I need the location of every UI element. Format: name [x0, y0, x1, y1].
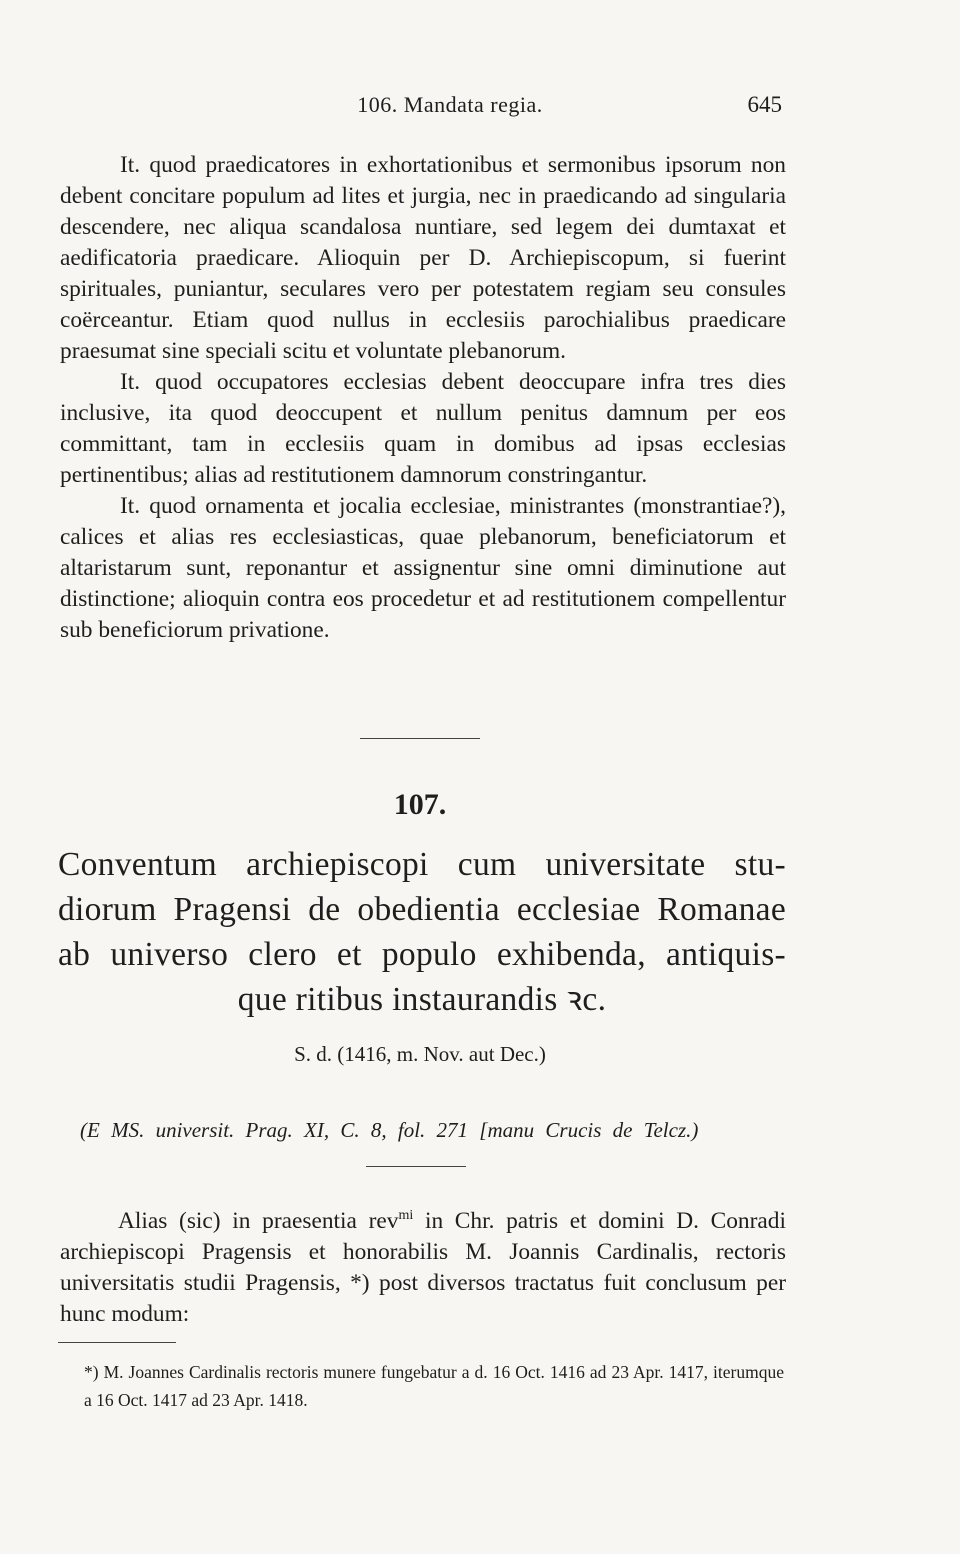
- source-reference: (E MS. universit. Prag. XI, C. 8, fol. 271 [manu Crucis de Telcz.): [80, 1118, 699, 1142]
- body-text-section-107: [60, 1206, 786, 1330]
- document-date: S. d. (1416, m. Nov. aut Dec.): [294, 1042, 546, 1066]
- paragraph: It. quod ornamenta et jocalia ecclesiae, ministrantes (monstrantiae?), calices et alias res ecclesiasticas, quae plebanorum, beneficiatorum et altaristarum sunt, reponantur et assignentur sine omni diminutione aut distinctione; alioquin contra eos procedetur et ad restitutionem compellentur sub beneficiorum privatione.: [60, 493, 786, 643]
- running-head: [0, 92, 960, 126]
- superscript: mi: [398, 1207, 414, 1224]
- section-divider: [360, 738, 480, 739]
- document-number: 107.: [393, 788, 447, 821]
- running-head-title: 106. Mandata regia.: [357, 92, 543, 117]
- body-text-section-106: [60, 150, 786, 646]
- title-line: diorum Pragensi de obedientia ecclesiae Romanae: [58, 891, 786, 928]
- paragraph: It. quod occupatores ecclesias debent deoccupare infra tres dies inclusive, ita quod deoccupent et nullum penitus damnum per eos committant, tam in ecclesiis quam in domibus ad ipsas ecclesias pertinentibus; alias ad restitutionem damnorum constringantur.: [60, 369, 786, 488]
- source-divider: [366, 1166, 466, 1167]
- footnote-text: *) M. Joannes Cardinalis rectoris munere fungebatur a d. 16 Oct. 1416 ad 23 Apr. 1417, iterumque a 16 Oct. 1417 ad 23 Apr. 1418.: [84, 1362, 784, 1410]
- document-title: [58, 842, 786, 1022]
- footnote: [84, 1358, 784, 1414]
- title-line: que ritibus instaurandis ꝛc.: [237, 981, 607, 1018]
- title-line: Conventum archiepiscopi cum universitate stu-: [58, 846, 786, 883]
- paragraph: It. quod praedicatores in exhortationibus et sermonibus ipsorum non debent concitare populum ad lites et jurgia, nec in praedicando ad singularia descendere, nec aliqua scandalosa nuntiare, sed legem dei dumtaxat et aedificatoria praedicare. Alioquin per D. Archiepiscopum, si fuerint spirituales, puniantur, seculares vero per potestatem regiam seu consules coërceantur. Etiam quod nullus in ecclesiis parochialibus praedicare praesumat sine speciali scitu et voluntate plebanorum.: [60, 152, 786, 364]
- title-line: ab universo clero et populo exhibenda, antiquis-: [58, 936, 786, 973]
- paragraph: [60, 1206, 786, 1330]
- page-number: 645: [747, 92, 782, 117]
- text-fragment: in Chr. patris et domini D. Conradi archiepiscopi Pragensis et honorabilis M. Joannis Cardinalis, rectoris universitatis studii Pragensis, *) post diversos tractatus fuit conclusum per hunc modum:: [60, 1208, 786, 1327]
- footnote-divider: [58, 1342, 176, 1343]
- text-fragment: Alias (sic) in praesentia rev: [118, 1208, 399, 1234]
